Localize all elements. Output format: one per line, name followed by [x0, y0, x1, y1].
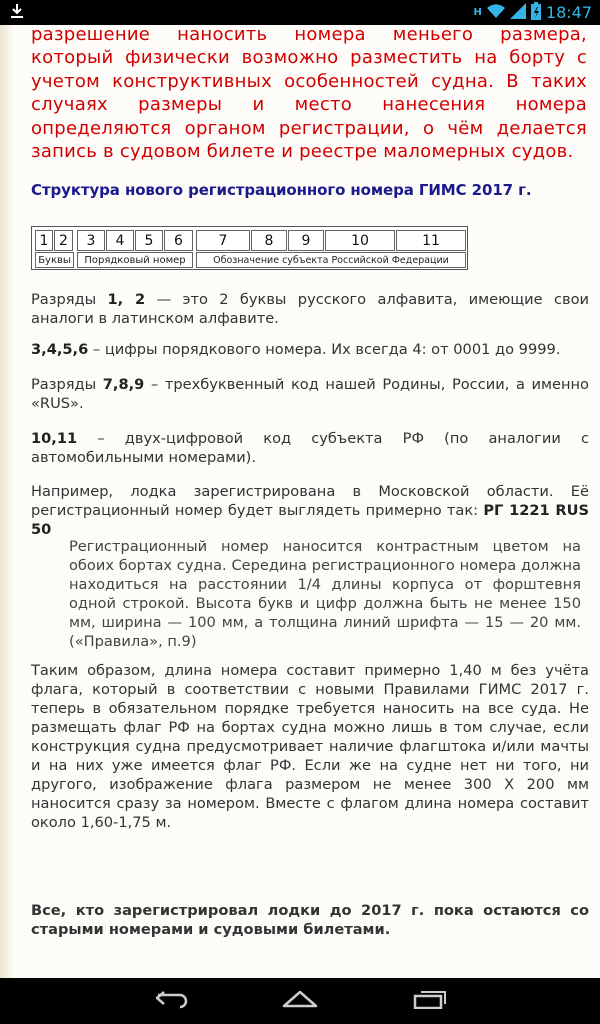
home-button[interactable] [275, 986, 325, 1016]
recents-icon [413, 989, 447, 1013]
paragraph-6: Таким образом, длина номера составит примерно 1,40 м без учёта флага, который в соответствии с новыми Правилами ГИМС 2017 г. теперь в обязательном порядке требуется наносить на все суда. Не размещать флаг РФ на бортах судна можно лишь в том случае, если конструкция судна предусмотривает наличие флагштока и/или мачты и на них уже имеется флаг РФ. Если же на судне нет ни того, ни другого, изображение флага размером не менее 300 Х 200 мм наносится сразу за номером. Вместе с флагом длина номера составит около 1,60-1,75 м. [31, 662, 589, 831]
battery-icon [531, 2, 541, 24]
clock: 18:47 [545, 3, 592, 22]
paragraph-3 [31, 375, 589, 413]
table-cell-2: 2 [54, 230, 73, 251]
home-icon [281, 989, 319, 1013]
paragraph-1 [31, 290, 589, 328]
p5-text: Например, лодка зарегистрирована в Московской области. Её регистрационный номер будет выглядеть примерно так: [31, 483, 589, 519]
recents-button[interactable] [405, 986, 455, 1016]
p2-bold: 3,4,5,6 [31, 341, 89, 358]
navigation-bar [0, 978, 600, 1024]
p2-text: – цифры порядкового номера. Их всегда 4: от 0001 до 9999. [88, 341, 561, 358]
rules-quote: Регистрационный номер наносится контрастным цветом на обоих бортах судна. Середина регистрационного номера должна находиться на расстоянии 1/4 длины корпуса от форштевня одной строкой. Высота букв и цифр должна быть не менее 150 мм, ширина — 100 мм, а толщина линий шрифта — 15 — 20 мм. («Правила», п.9) [69, 538, 581, 650]
table-cell-1: 1 [35, 230, 53, 251]
table-cell-5: 5 [135, 230, 163, 251]
p1-prefix: Разряды [31, 291, 108, 308]
table-label-region: Обозначение субъекта Российской Федерации [196, 252, 466, 268]
p3-text: – трехбуквенный код нашей Родины, России, а именно «RUS». [31, 376, 589, 412]
network-type-label: H [473, 7, 482, 18]
status-bar [0, 0, 600, 25]
p5-bold: РГ 1221 RUS 50 [31, 502, 589, 538]
section-heading: Структура нового регистрационного номера ГИМС 2017 г. [31, 181, 532, 199]
paragraph-4 [31, 429, 589, 467]
back-icon [154, 989, 190, 1013]
p4-text: – двух-цифровой код субъекта РФ (по аналогии с автомобильными номерами). [31, 430, 589, 466]
number-structure-table [31, 226, 468, 270]
table-cell-7: 7 [196, 230, 250, 251]
p1-bold: 1, 2 [107, 291, 146, 308]
table-cell-3: 3 [77, 230, 105, 251]
download-icon [10, 3, 24, 23]
table-cell-4: 4 [106, 230, 134, 251]
table-label-serial: Порядковый номер [77, 252, 193, 268]
back-button[interactable] [147, 986, 197, 1016]
wifi-icon [487, 3, 505, 23]
p3-bold: 7,8,9 [102, 376, 145, 393]
paragraph-2 [31, 340, 589, 359]
table-cell-10: 10 [325, 230, 395, 251]
p4-bold: 10,11 [31, 430, 78, 447]
p3-prefix: Разряды [31, 376, 103, 393]
table-cell-6: 6 [164, 230, 193, 251]
paragraph-7: Все, кто зарегистрировал лодки до 2017 г. пока остаются со старыми номерами и судовыми билетами. [31, 902, 589, 938]
paragraph-5 [31, 482, 589, 539]
p1-text: — это 2 буквы русского алфавита, имеющие свои аналоги в латинском алфавите. [31, 291, 590, 327]
signal-icon [510, 3, 526, 23]
article-view[interactable] [0, 25, 600, 978]
table-cell-9: 9 [288, 230, 324, 251]
table-label-letters: Буквы [35, 252, 74, 268]
table-cell-11: 11 [396, 230, 466, 251]
red-paragraph: разрешение наносить номера меньего размера, который физически возможно разместить на борту с учетом конструктивных особенностей судна. В таких случаях размеры и место нанесения номера определяются органом регистрации, о чём делается запись в судовом билете и реестре маломерных судов. [31, 25, 587, 163]
table-cell-8: 8 [251, 230, 287, 251]
